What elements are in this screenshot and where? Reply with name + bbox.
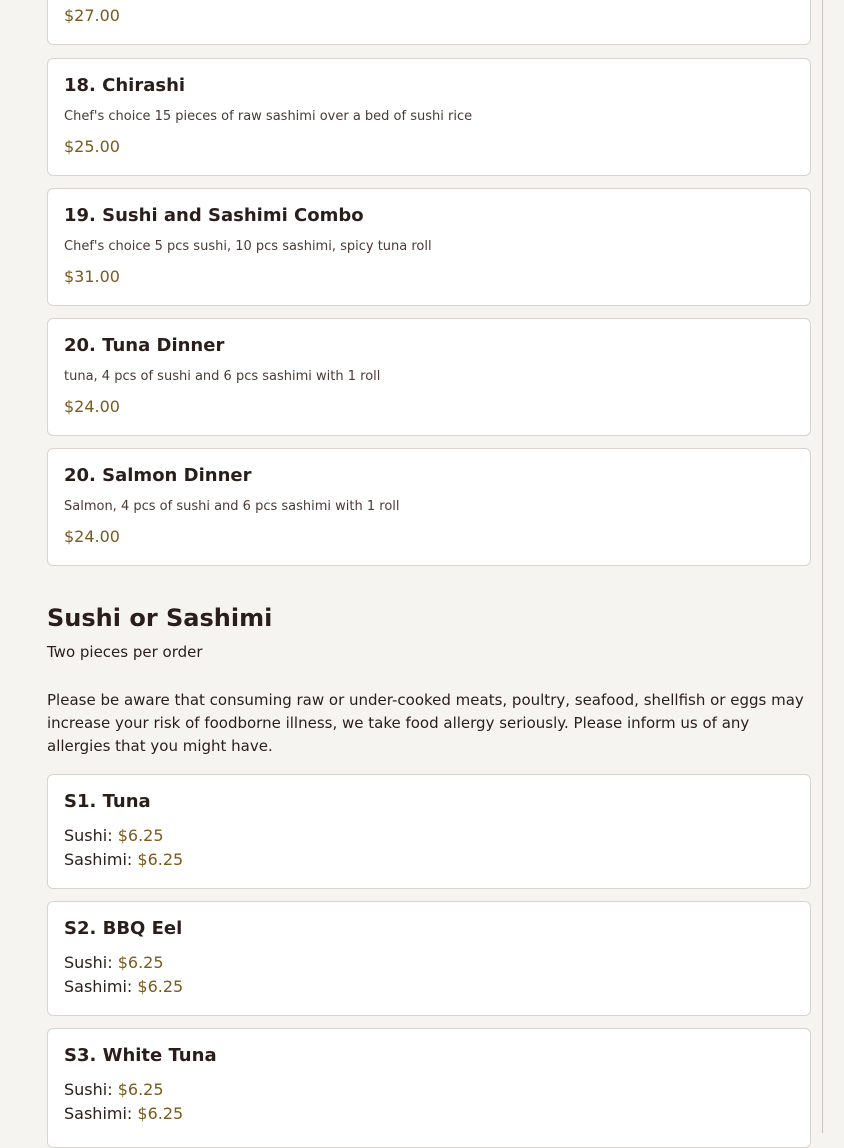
item-price: $24.00 [64, 527, 120, 546]
item-title: 20. Salmon Dinner [64, 465, 252, 486]
menu-item-card[interactable] [47, 188, 811, 306]
sashimi-option[interactable] [64, 977, 183, 996]
option-price: $6.25 [117, 1080, 164, 1099]
option-price: $6.25 [117, 826, 164, 845]
menu-item-card[interactable] [47, 58, 811, 176]
menu-item-card[interactable] [47, 901, 811, 1016]
item-description: Chef's choice 15 pieces of raw sashimi over a bed of sushi rice [64, 109, 473, 124]
sushi-option[interactable] [64, 1080, 164, 1099]
item-price: $27.00 [64, 6, 120, 25]
option-price: $6.25 [137, 850, 184, 869]
sashimi-option[interactable] [64, 850, 183, 869]
sushi-option[interactable] [64, 953, 164, 972]
item-title: 19. Sushi and Sashimi Combo [64, 205, 364, 226]
item-title: S1. Tuna [64, 791, 151, 812]
item-price: $25.00 [64, 137, 120, 156]
menu-item-card[interactable] [47, 448, 811, 566]
section-subtitle: Two pieces per order [47, 643, 203, 661]
item-price: $24.00 [64, 397, 120, 416]
item-description: Chef's choice 5 pcs sushi, 10 pcs sashimi, spicy tuna roll [64, 239, 432, 254]
item-price: $31.00 [64, 267, 120, 286]
option-label: Sushi: [64, 826, 113, 845]
item-title: 18. Chirashi [64, 75, 186, 96]
option-label: Sashimi: [64, 1104, 133, 1123]
menu-item-card[interactable] [47, 774, 811, 889]
option-price: $6.25 [137, 977, 184, 996]
sashimi-option[interactable] [64, 1104, 183, 1123]
menu-item-card[interactable] [47, 1028, 811, 1148]
menu-item-card[interactable] [47, 0, 811, 45]
option-label: Sashimi: [64, 850, 133, 869]
option-price: $6.25 [137, 1104, 184, 1123]
item-title: 20. Tuna Dinner [64, 335, 225, 356]
option-label: Sushi: [64, 1080, 113, 1099]
option-label: Sashimi: [64, 977, 133, 996]
section-title: Sushi or Sashimi [47, 604, 273, 632]
item-title: S2. BBQ Eel [64, 918, 183, 939]
item-description: Salmon, 4 pcs of sushi and 6 pcs sashimi with 1 roll [64, 499, 400, 514]
sushi-option[interactable] [64, 826, 164, 845]
item-title: S3. White Tuna [64, 1045, 217, 1066]
option-label: Sushi: [64, 953, 113, 972]
option-price: $6.25 [117, 953, 164, 972]
allergy-notice: Please be aware that consuming raw or under-cooked meats, poultry, seafood, shellfish or eggs may increase your risk of foodborne illness, we take food allergy seriously. Please inform us of any allergies that you might have. [47, 691, 804, 755]
menu-item-card[interactable] [47, 318, 811, 436]
item-description: tuna, 4 pcs of sushi and 6 pcs sashimi with 1 roll [64, 369, 381, 384]
